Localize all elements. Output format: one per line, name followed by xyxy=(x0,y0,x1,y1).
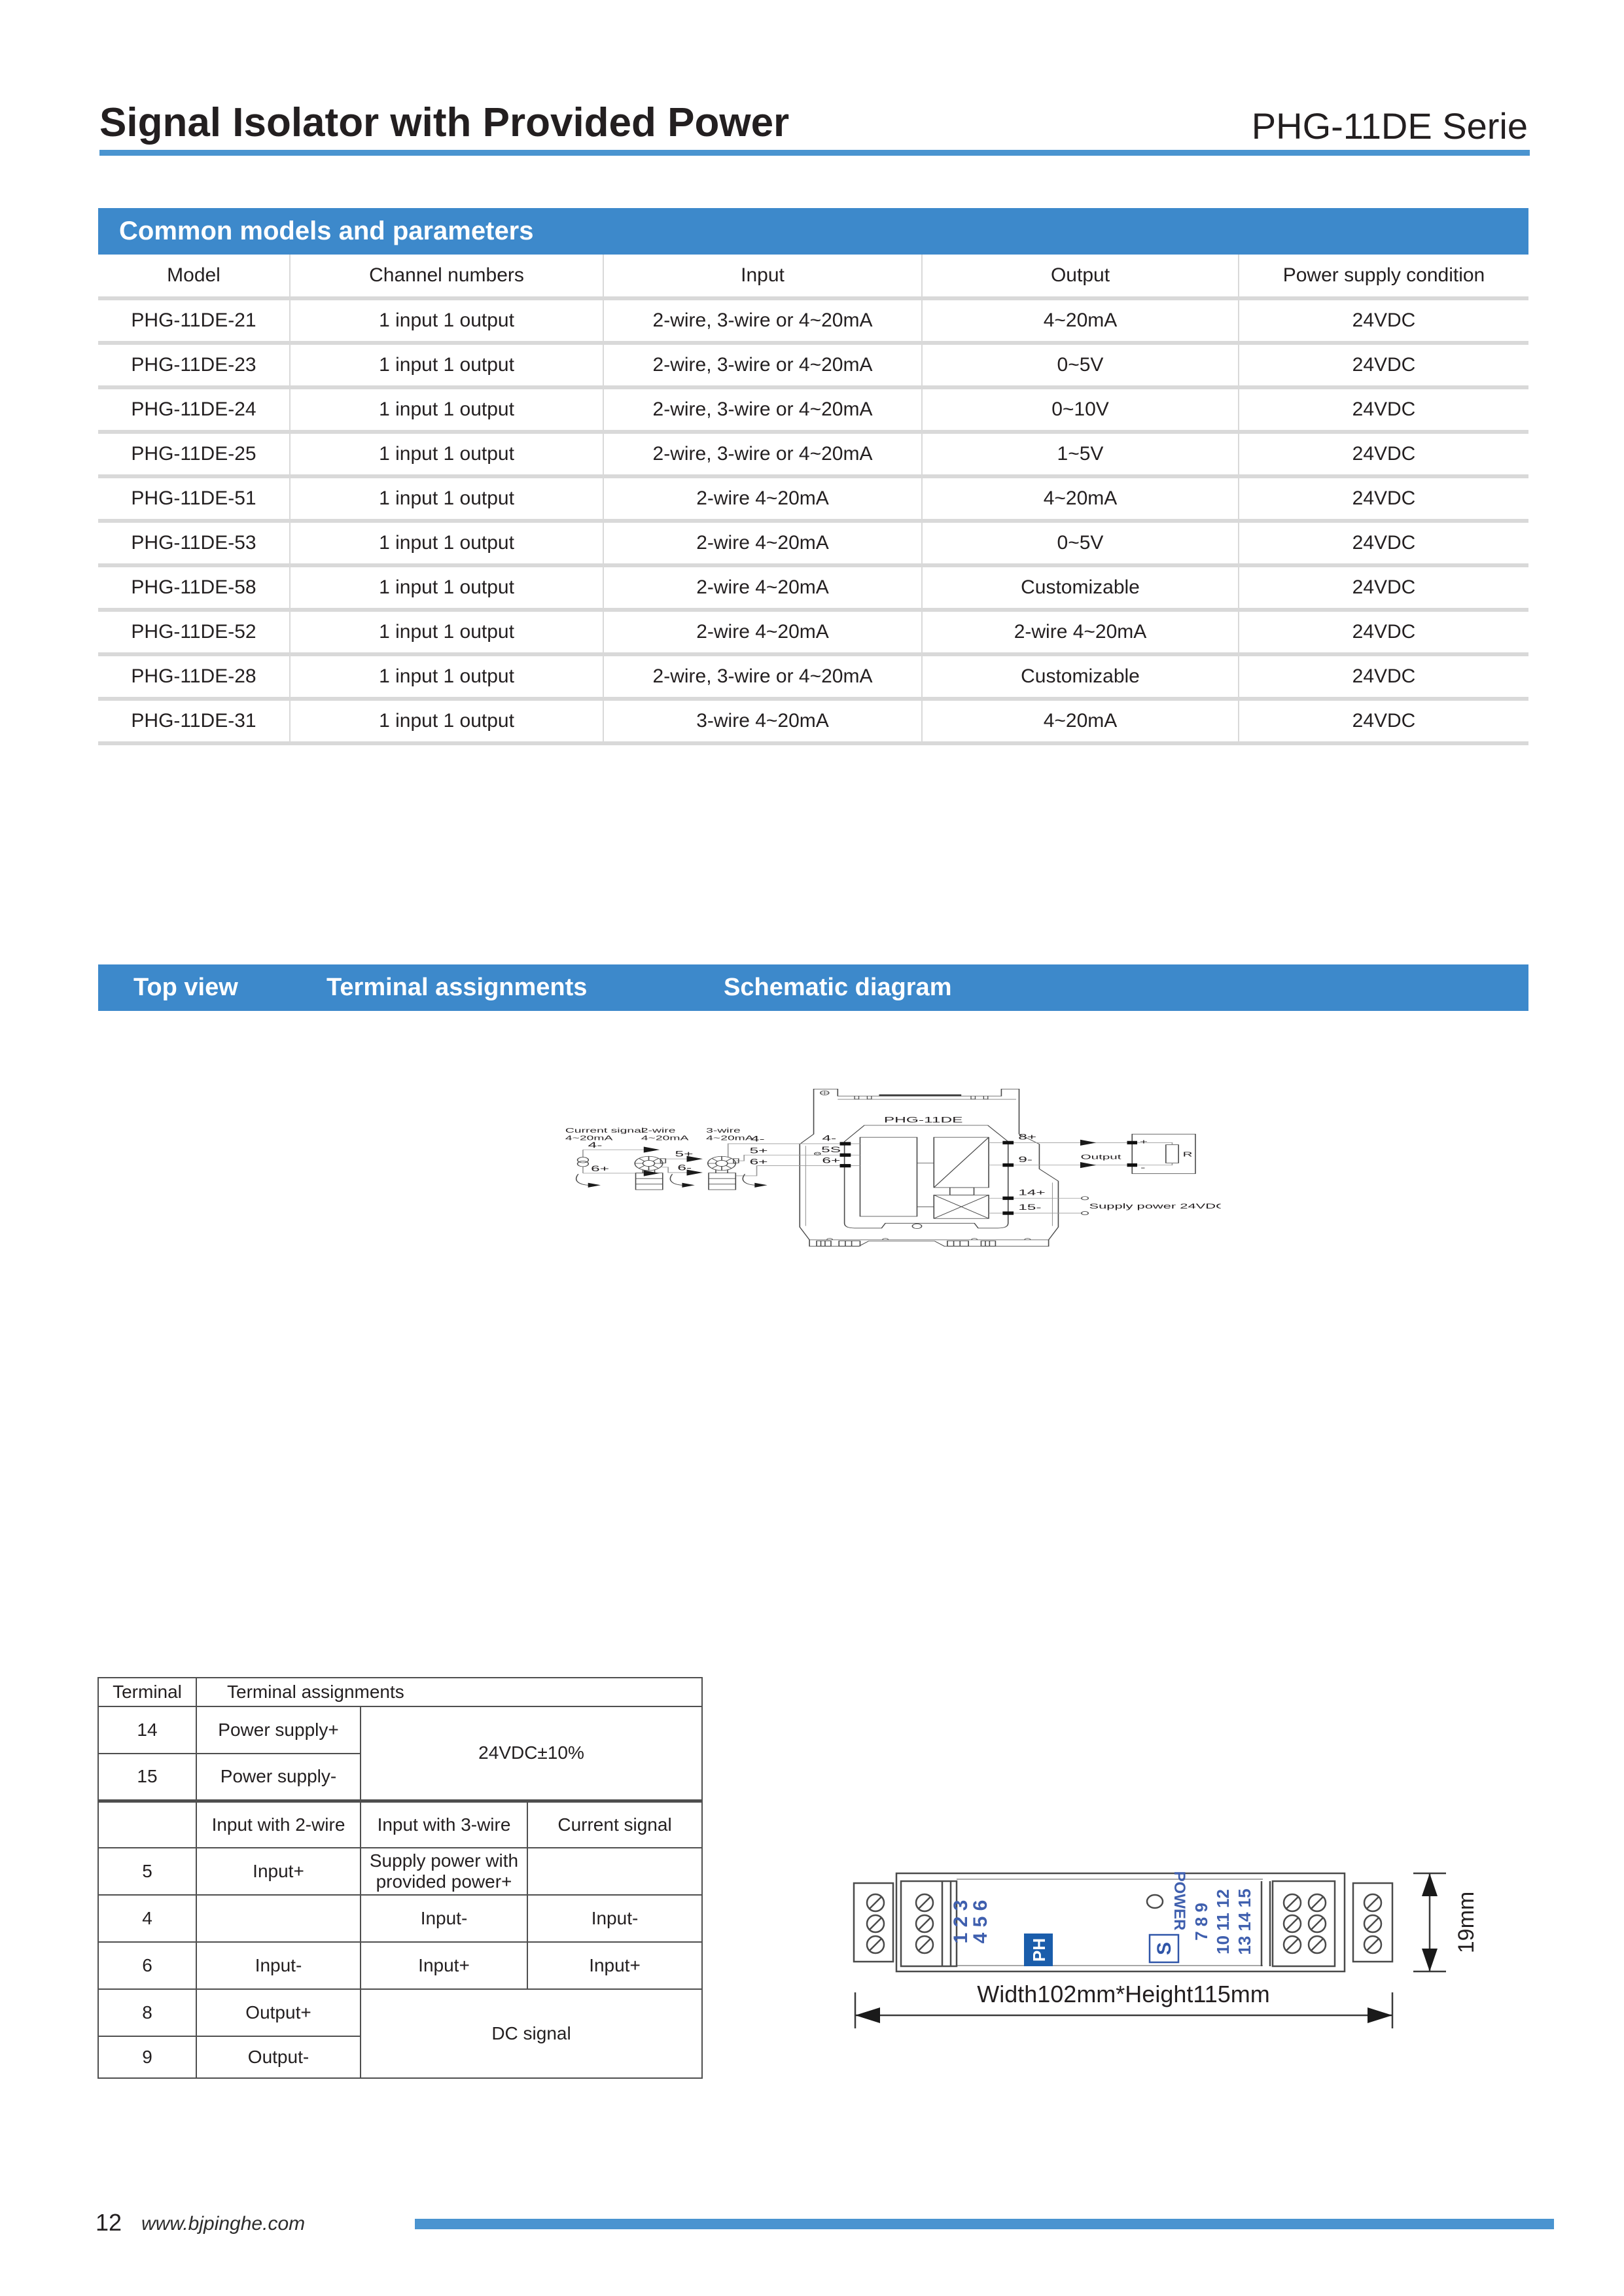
supply-label: Supply power 24VDC xyxy=(1089,1201,1226,1210)
table-cell: PHG-11DE-24 xyxy=(98,387,290,432)
table-cell: Customizable xyxy=(922,654,1239,699)
banner-common-models xyxy=(98,208,1528,255)
terminal-numbers: 1 2 3 xyxy=(950,1899,972,1944)
table-cell: 4~20mA xyxy=(922,699,1239,743)
table-cell: Customizable xyxy=(922,565,1239,610)
pad-label: 14+ xyxy=(1018,1188,1046,1197)
device-label: PHG-11DE xyxy=(883,1115,963,1125)
pad-label: 5S xyxy=(821,1145,841,1155)
table-cell: 0~10V xyxy=(922,387,1239,432)
table-cell: PHG-11DE-58 xyxy=(98,565,290,610)
table-cell: 24VDC xyxy=(1239,476,1528,521)
section-terminal-assignments: Terminal assignments xyxy=(327,974,588,1001)
col-power: Power supply condition xyxy=(1239,255,1528,298)
col-model: Model xyxy=(98,255,290,298)
table-cell: PHG-11DE-52 xyxy=(98,610,290,654)
section-top-view: Top view xyxy=(133,974,238,1001)
table-cell: 24VDC xyxy=(1239,654,1528,699)
page-title: Signal Isolator with Provided Power xyxy=(99,100,790,145)
table-row xyxy=(98,521,1528,565)
table-cell: PHG-11DE-25 xyxy=(98,432,290,476)
svg-text:+: + xyxy=(1139,1138,1148,1146)
table-row: 9 Output- xyxy=(98,2036,702,2078)
table-row xyxy=(98,565,1528,610)
table-cell: PHG-11DE-51 xyxy=(98,476,290,521)
th-terminal: Terminal xyxy=(98,1678,196,1706)
source2-title: 2-wire xyxy=(641,1127,676,1135)
source3-title: 3-wire xyxy=(706,1127,741,1135)
table-row xyxy=(98,476,1528,521)
table-cell: 24VDC xyxy=(1239,521,1528,565)
header-rule xyxy=(99,150,1530,156)
s-logo-label: S xyxy=(1154,1941,1175,1956)
table-cell: 2-wire 4~20mA xyxy=(603,476,922,521)
svg-text:4-: 4- xyxy=(588,1140,603,1150)
col-input: Input xyxy=(603,255,922,298)
width-dimension-label: Width102mm*Height115mm xyxy=(977,1981,1270,2007)
section-schematic-diagram: Schematic diagram xyxy=(724,974,952,1001)
table-row: 15 Power supply- xyxy=(98,1754,702,1801)
schematic-diagram xyxy=(563,1080,1583,1603)
table-cell: PHG-11DE-28 xyxy=(98,654,290,699)
table-row xyxy=(98,1678,702,1706)
svg-text:6+: 6+ xyxy=(749,1157,768,1167)
terminal-table xyxy=(97,1677,703,2079)
input-block xyxy=(860,1137,917,1216)
table-row xyxy=(98,610,1528,654)
table-cell: PHG-11DE-31 xyxy=(98,699,290,743)
table-cell: 2-wire, 3-wire or 4~20mA xyxy=(603,432,922,476)
table-cell: 0~5V xyxy=(922,521,1239,565)
table-cell: 2-wire, 3-wire or 4~20mA xyxy=(603,298,922,343)
source1-title: Current signal xyxy=(565,1127,644,1135)
table-row: 8 Output+ DC signal xyxy=(98,1989,702,2036)
load-resistor xyxy=(1166,1145,1178,1163)
footer-rule xyxy=(415,2219,1554,2229)
table-cell: 2-wire 4~20mA xyxy=(603,610,922,654)
table-row xyxy=(98,432,1528,476)
pad-label: 9- xyxy=(1018,1155,1033,1165)
source1-sub: 4~20mA xyxy=(565,1135,613,1142)
table-cell: PHG-11DE-21 xyxy=(131,309,256,331)
col-output: Output xyxy=(922,255,1239,298)
banner-title: Common models and parameters xyxy=(119,217,534,245)
supply-value: 24VDC±10% xyxy=(361,1706,702,1801)
table-row: 4 Input- Input- xyxy=(98,1895,702,1942)
table-cell: 24VDC xyxy=(1239,387,1528,432)
table-cell: 24VDC xyxy=(1239,610,1528,654)
power-led-icon xyxy=(1147,1895,1163,1908)
table-cell: 1~5V xyxy=(922,432,1239,476)
models-table xyxy=(98,255,1528,745)
table-cell: 1 input 1 output xyxy=(290,476,603,521)
svg-text:6-: 6- xyxy=(677,1163,692,1173)
table-cell: 24VDC xyxy=(1239,565,1528,610)
pad-label: 6+ xyxy=(822,1156,841,1165)
table-row: 6 Input- Input+ Input+ xyxy=(98,1942,702,1989)
terminal-numbers: 7 8 9 xyxy=(1192,1903,1211,1941)
table-cell: 4~20mA xyxy=(922,298,1239,343)
table-row xyxy=(98,343,1528,387)
svg-text:5+: 5+ xyxy=(675,1149,694,1159)
table-cell: 2-wire, 3-wire or 4~20mA xyxy=(603,387,922,432)
table-row xyxy=(98,298,1528,343)
footer-url: www.bjpinghe.com xyxy=(141,2213,306,2234)
svg-text:6+: 6+ xyxy=(591,1163,610,1173)
table-cell: 24VDC xyxy=(1239,298,1528,343)
table-cell: 2-wire, 3-wire or 4~20mA xyxy=(603,654,922,699)
table-cell: 1 input 1 output xyxy=(290,343,603,387)
table-cell: 24VDC xyxy=(1239,343,1528,387)
svg-text:-: - xyxy=(1140,1163,1146,1172)
ph-logo-label: PH xyxy=(1029,1937,1049,1962)
col-channels: Channel numbers xyxy=(290,255,603,298)
table-cell: 3-wire 4~20mA xyxy=(603,699,922,743)
load-r-label: R xyxy=(1182,1150,1193,1159)
models-table-body xyxy=(98,298,1528,743)
dc-signal-cell: DC signal xyxy=(361,1989,702,2078)
terminal-numbers: 13 14 15 xyxy=(1235,1888,1254,1955)
table-row: 5 Input+ Supply power with provided power+ xyxy=(98,1848,702,1895)
source2-sub: 4~20mA xyxy=(641,1135,689,1142)
pad-label: 8+ xyxy=(1018,1132,1037,1142)
table-cell: 2-wire 4~20mA xyxy=(603,565,922,610)
terminal-numbers: 4 5 6 xyxy=(970,1899,991,1944)
terminal-numbers: 10 11 12 xyxy=(1213,1889,1233,1954)
table-cell: 1 input 1 output xyxy=(290,610,603,654)
table-cell: 1 input 1 output xyxy=(290,521,603,565)
series-title: PHG-11DE Serie xyxy=(1251,105,1528,147)
table-row: 14 Power supply+ 24VDC±10% xyxy=(98,1706,702,1754)
din-feet xyxy=(817,1241,995,1246)
pad-label: 4- xyxy=(822,1133,837,1143)
table-cell: PHG-11DE-53 xyxy=(98,521,290,565)
table-cell: 1 input 1 output xyxy=(290,298,603,343)
transmitter-3wire-icon xyxy=(708,1156,739,1190)
table-cell: 24VDC xyxy=(1239,699,1528,743)
table-row xyxy=(98,699,1528,743)
svg-text:5+: 5+ xyxy=(749,1146,768,1156)
th-assignments: Terminal assignments xyxy=(196,1678,702,1706)
inner-board-outline xyxy=(845,1125,1008,1228)
table-cell: 24VDC xyxy=(1239,432,1528,476)
source3-sub: 4~20mA xyxy=(706,1135,754,1142)
pad-label: 15- xyxy=(1018,1203,1042,1212)
table-cell: 2-wire 4~20mA xyxy=(603,521,922,565)
height-dimension-label: 19mm xyxy=(1454,1891,1479,1954)
power-label: POWER xyxy=(1171,1871,1188,1931)
screw-terminals xyxy=(867,1894,1381,1956)
table-row: Input with 2-wire Input with 3-wire Current signal xyxy=(98,1801,702,1848)
table-cell: 1 input 1 output xyxy=(290,654,603,699)
table-cell: 1 input 1 output xyxy=(290,699,603,743)
table-cell: 2-wire, 3-wire or 4~20mA xyxy=(603,343,922,387)
table-cell: PHG-11DE-23 xyxy=(98,343,290,387)
table-row xyxy=(98,387,1528,432)
table-cell: 0~5V xyxy=(922,343,1239,387)
table-cell: 1 input 1 output xyxy=(290,387,603,432)
table-cell: 1 input 1 output xyxy=(290,565,603,610)
device-dimension-drawing xyxy=(844,1858,1564,2068)
table-cell: 1 input 1 output xyxy=(290,432,603,476)
output-label: Output xyxy=(1080,1153,1121,1161)
module-top-bar xyxy=(879,1095,961,1097)
table-cell: 2-wire 4~20mA xyxy=(922,610,1239,654)
banner-sections xyxy=(98,964,1528,1011)
svg-text:4-: 4- xyxy=(750,1134,765,1144)
table-row xyxy=(98,654,1528,699)
page-number: 12 xyxy=(96,2209,122,2236)
models-header-row xyxy=(98,255,1528,298)
table-cell: 4~20mA xyxy=(922,476,1239,521)
